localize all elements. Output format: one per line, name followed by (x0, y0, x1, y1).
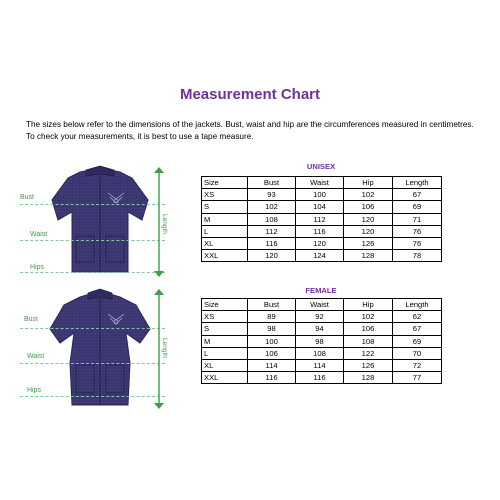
female-hips-label: Hips (27, 387, 42, 394)
table-row (202, 237, 442, 249)
table-row (202, 323, 442, 335)
table-cell-bust: 98 (248, 323, 296, 335)
table-cell-bust: 120 (248, 250, 296, 262)
female-header-length: Length (393, 299, 442, 311)
table-row (202, 372, 442, 384)
table-cell-hip: 128 (344, 372, 393, 384)
female-waist-line (20, 363, 165, 364)
female-title: FEMALE (305, 286, 337, 295)
table-cell-waist: 114 (296, 359, 344, 371)
table-cell-bust: 93 (248, 189, 296, 201)
table-row (202, 311, 442, 323)
table-cell-hip: 102 (344, 189, 393, 201)
table-cell-size: XL (202, 359, 248, 371)
table-cell-hip: 108 (344, 335, 393, 347)
table-cell-bust: 112 (248, 225, 296, 237)
female-waist-label: Waist (27, 353, 45, 360)
table-cell-hip: 126 (344, 359, 393, 371)
table-cell-hip: 106 (344, 201, 393, 213)
unisex-header-hip: Hip (344, 177, 393, 189)
unisex-header-size: Size (202, 177, 248, 189)
table-cell-size: XXL (202, 372, 248, 384)
table-cell-size: XS (202, 189, 248, 201)
intro-text: The sizes below refer to the dimensions of the jackets. Bust, waist and hip are the circumferences measured in centimetres. To check your measurements, it is best to use a tape measure. (26, 120, 474, 141)
table-row (202, 213, 442, 225)
unisex-title: UNISEX (306, 162, 336, 171)
table-cell-size: L (202, 347, 248, 359)
table-cell-waist: 104 (296, 201, 344, 213)
table-cell-length: 70 (393, 347, 442, 359)
female-length-label: Length (161, 338, 168, 358)
unisex-waist-line (20, 240, 165, 241)
table-cell-waist: 98 (296, 335, 344, 347)
table-row (202, 347, 442, 359)
unisex-bust-label: Bust (20, 194, 35, 201)
table-cell-waist: 116 (296, 372, 344, 384)
table-cell-size: S (202, 323, 248, 335)
table-cell-length: 69 (393, 201, 442, 213)
unisex-hips-label: Hips (30, 264, 45, 271)
female-header-size: Size (202, 299, 248, 311)
table-row (202, 250, 442, 262)
table-cell-waist: 100 (296, 189, 344, 201)
table-cell-bust: 116 (248, 237, 296, 249)
table-cell-length: 76 (393, 225, 442, 237)
table-cell-bust: 89 (248, 311, 296, 323)
table-cell-bust: 114 (248, 359, 296, 371)
female-hips-line (20, 396, 165, 397)
table-cell-length: 69 (393, 335, 442, 347)
table-cell-size: S (202, 201, 248, 213)
table-cell-waist: 92 (296, 311, 344, 323)
unisex-header-waist: Waist (296, 177, 344, 189)
table-cell-size: L (202, 225, 248, 237)
table-cell-length: 62 (393, 311, 442, 323)
table-cell-hip: 106 (344, 323, 393, 335)
table-cell-hip: 120 (344, 213, 393, 225)
female-size-table (201, 298, 442, 384)
unisex-bust-line (20, 204, 165, 205)
unisex-header-bust: Bust (248, 177, 296, 189)
table-cell-hip: 128 (344, 250, 393, 262)
table-row (202, 335, 442, 347)
table-row (202, 359, 442, 371)
table-cell-hip: 102 (344, 311, 393, 323)
table-cell-bust: 108 (248, 213, 296, 225)
table-cell-length: 67 (393, 189, 442, 201)
table-cell-waist: 116 (296, 225, 344, 237)
unisex-waist-label: Waist (30, 231, 48, 238)
table-cell-waist: 120 (296, 237, 344, 249)
table-cell-size: XL (202, 237, 248, 249)
unisex-header-length: Length (393, 177, 442, 189)
table-cell-hip: 122 (344, 347, 393, 359)
table-row (202, 225, 442, 237)
table-cell-size: M (202, 335, 248, 347)
table-cell-length: 78 (393, 250, 442, 262)
table-cell-size: XXL (202, 250, 248, 262)
table-cell-length: 71 (393, 213, 442, 225)
table-cell-waist: 94 (296, 323, 344, 335)
female-header-bust: Bust (248, 299, 296, 311)
table-cell-length: 77 (393, 372, 442, 384)
table-cell-bust: 116 (248, 372, 296, 384)
table-cell-bust: 100 (248, 335, 296, 347)
table-cell-hip: 120 (344, 225, 393, 237)
table-cell-hip: 126 (344, 237, 393, 249)
table-cell-bust: 106 (248, 347, 296, 359)
unisex-hips-line (20, 272, 165, 273)
female-header-waist: Waist (296, 299, 344, 311)
unisex-length-label: Length (161, 214, 168, 234)
table-cell-waist: 124 (296, 250, 344, 262)
table-cell-size: XS (202, 311, 248, 323)
unisex-header-row (202, 177, 442, 189)
table-cell-bust: 102 (248, 201, 296, 213)
unisex-size-table (201, 176, 442, 262)
table-row (202, 201, 442, 213)
female-header-row (202, 299, 442, 311)
table-cell-size: M (202, 213, 248, 225)
table-cell-length: 72 (393, 359, 442, 371)
female-bust-label: Bust (24, 316, 39, 323)
table-cell-length: 76 (393, 237, 442, 249)
table-cell-waist: 112 (296, 213, 344, 225)
female-header-hip: Hip (344, 299, 393, 311)
table-cell-waist: 108 (296, 347, 344, 359)
female-bust-line (20, 328, 165, 329)
table-row (202, 189, 442, 201)
page-title: Measurement Chart (179, 86, 321, 103)
table-cell-length: 67 (393, 323, 442, 335)
